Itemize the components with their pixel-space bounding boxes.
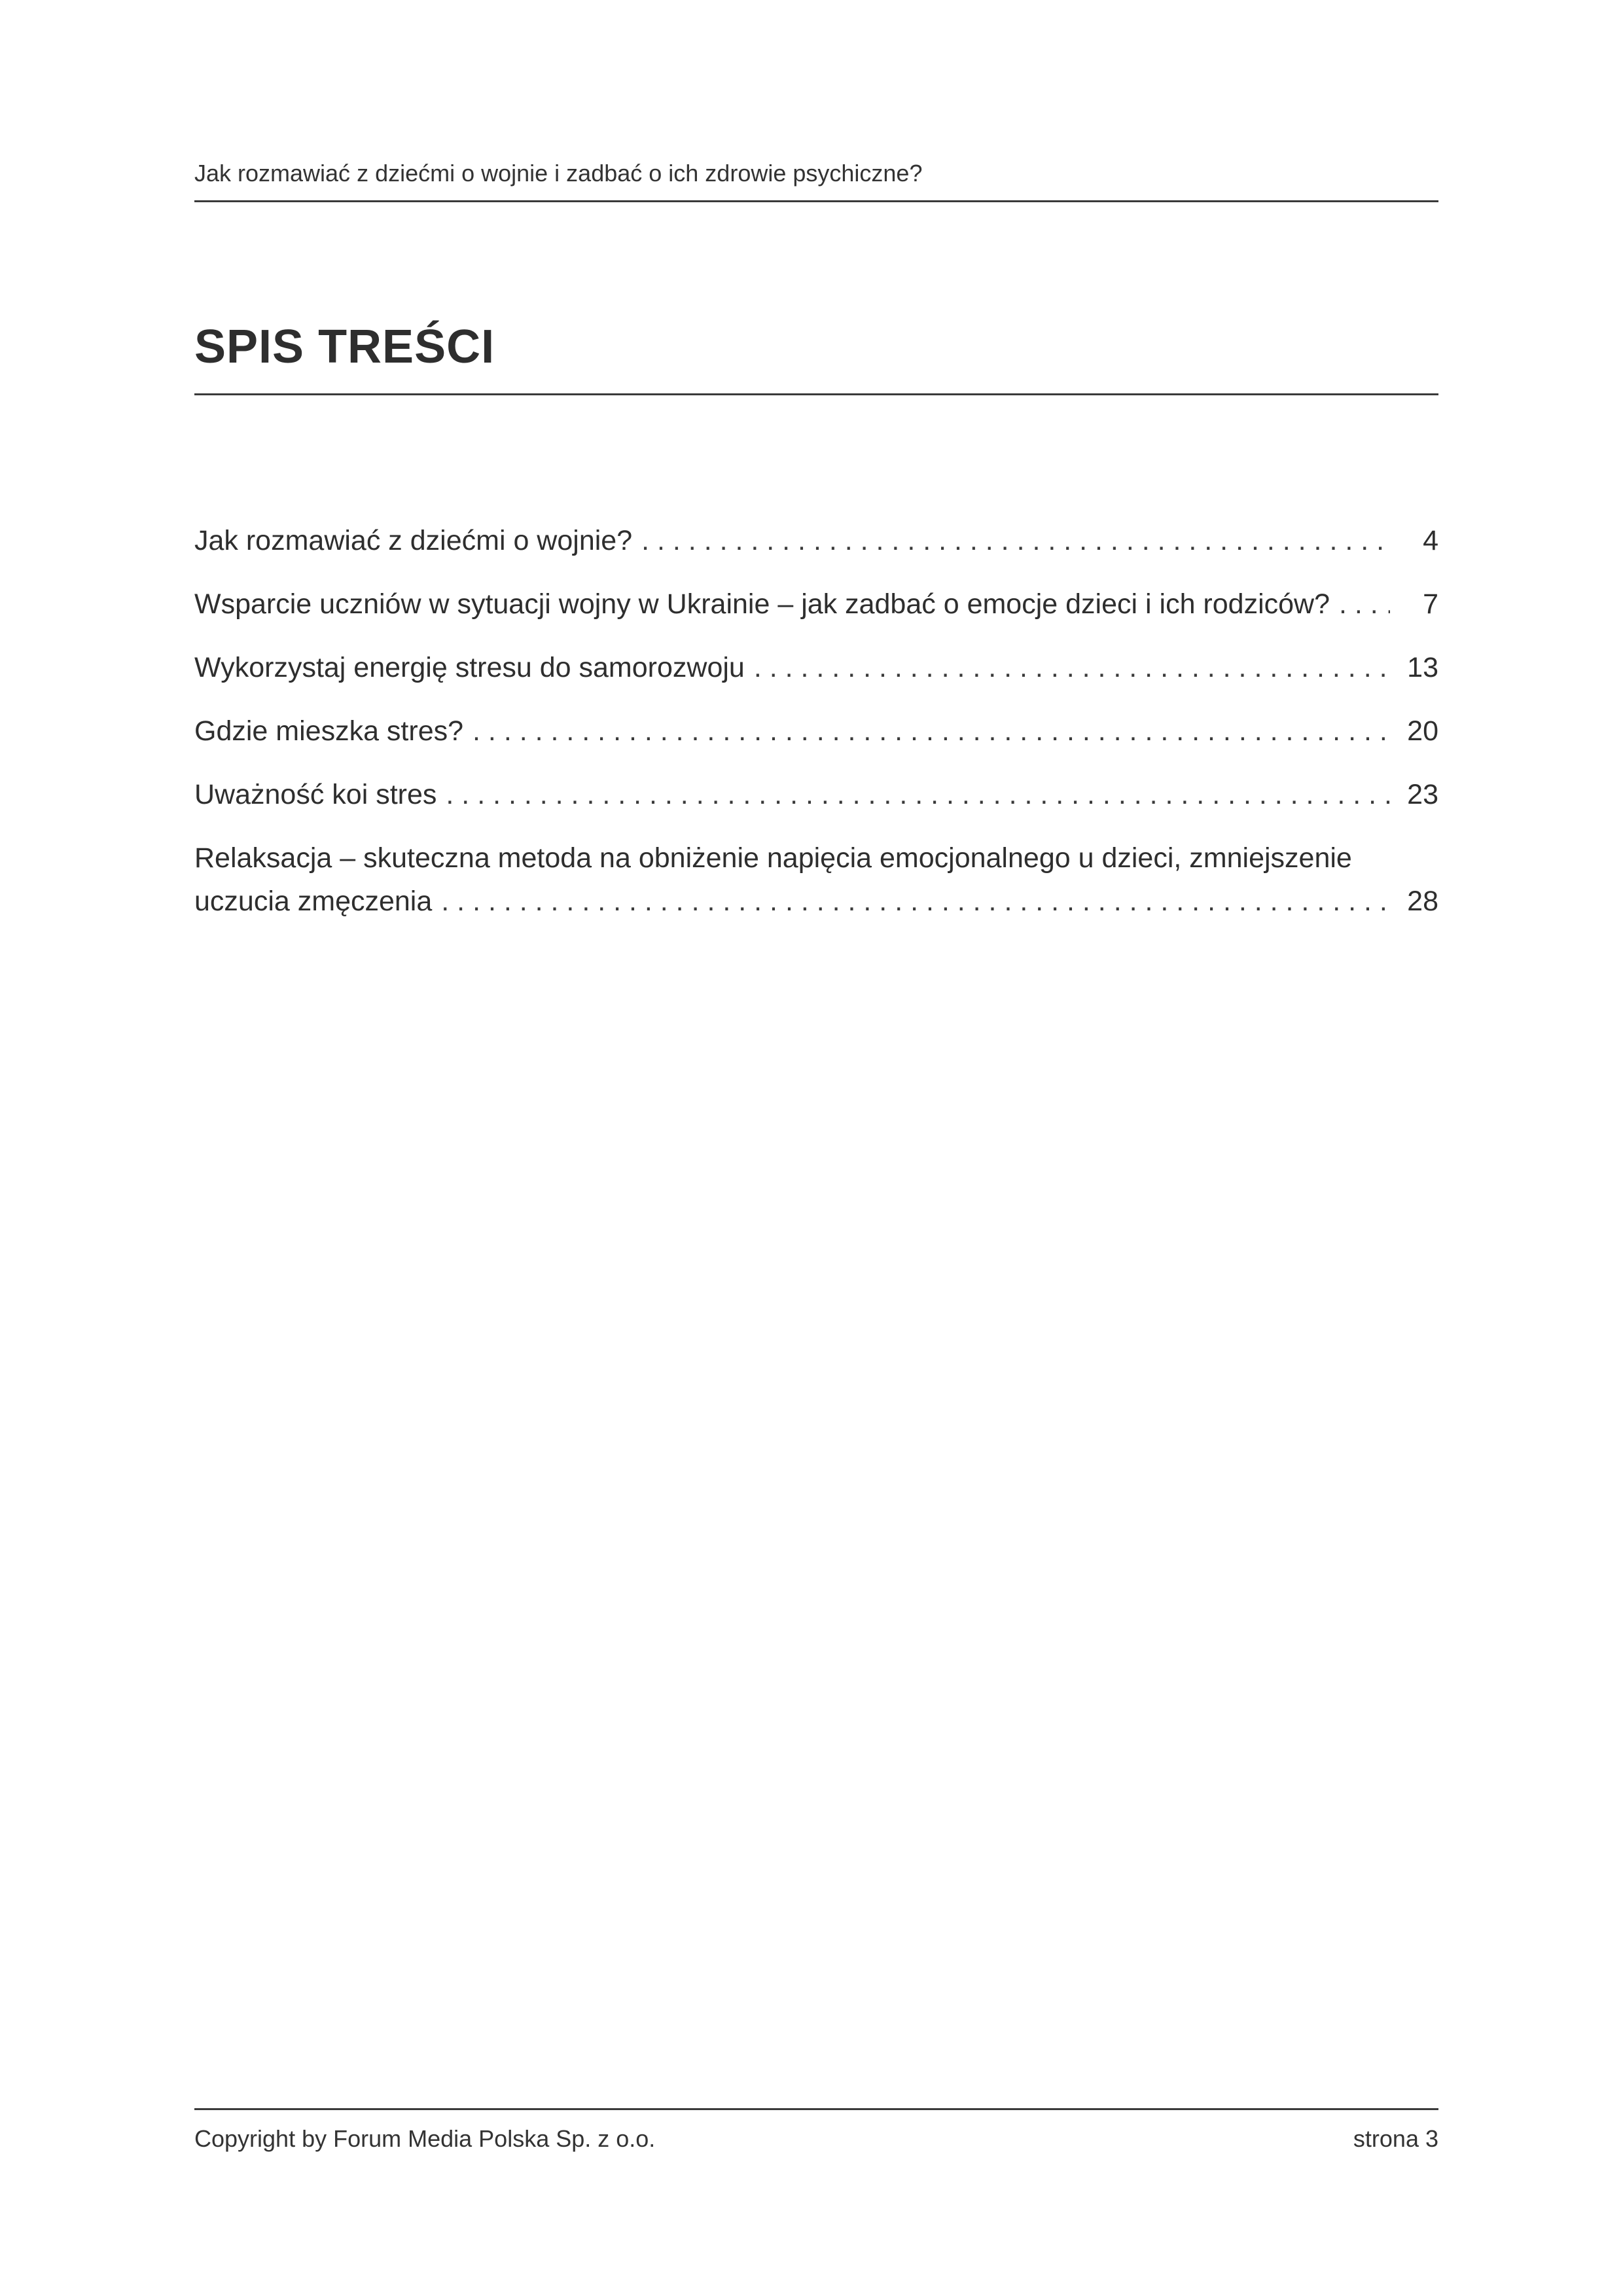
footer-copyright: Copyright by Forum Media Polska Sp. z o.o. [194, 2125, 656, 2152]
toc-entry[interactable] [194, 583, 1438, 626]
toc-page-number: 13 [1407, 652, 1438, 683]
page-title: SPIS TREŚCI [194, 321, 495, 373]
footer-page-number: strona 3 [1353, 2125, 1438, 2152]
dot-leader [446, 773, 1390, 816]
dot-leader [441, 880, 1390, 923]
table-of-contents [194, 519, 1438, 943]
toc-entry[interactable] [194, 519, 1438, 562]
title-divider [194, 393, 1438, 395]
toc-page-number: 7 [1423, 588, 1438, 620]
toc-entry-label: Gdzie mieszka stres? [194, 715, 464, 747]
toc-entry[interactable] [194, 773, 1438, 816]
dot-leader [754, 646, 1390, 689]
toc-page-number: 23 [1407, 779, 1438, 810]
running-header: Jak rozmawiać z dziećmi o wojnie i zadbać o ich zdrowie psychiczne? [194, 160, 923, 187]
toc-entry-label-line2: uczucia zmęczenia [194, 886, 433, 917]
toc-entry[interactable] [194, 709, 1438, 753]
footer-divider [194, 2108, 1438, 2110]
document-page [194, 0, 1438, 2296]
toc-entry-label: Uważność koi stres [194, 779, 437, 810]
toc-entry[interactable] [194, 836, 1438, 923]
dot-leader [641, 519, 1390, 562]
toc-entry-label: Jak rozmawiać z dziećmi o wojnie? [194, 525, 633, 556]
toc-entry-label: Wykorzystaj energię stresu do samorozwoju [194, 652, 745, 683]
toc-entry[interactable] [194, 646, 1438, 689]
dot-leader [473, 709, 1390, 753]
toc-page-number: 28 [1407, 886, 1438, 917]
header-divider [194, 200, 1438, 202]
toc-entry-label-line1: Relaksacja – skuteczna metoda na obniżenie napięcia emocjonalnego u dzieci, zmniejszenie [194, 842, 1352, 874]
toc-entry-label: Wsparcie uczniów w sytuacji wojny w Ukrainie – jak zadbać o emocje dzieci i ich rodziców? [194, 588, 1330, 620]
toc-page-number: 4 [1423, 525, 1438, 556]
dot-leader [1339, 583, 1390, 626]
toc-page-number: 20 [1407, 715, 1438, 747]
